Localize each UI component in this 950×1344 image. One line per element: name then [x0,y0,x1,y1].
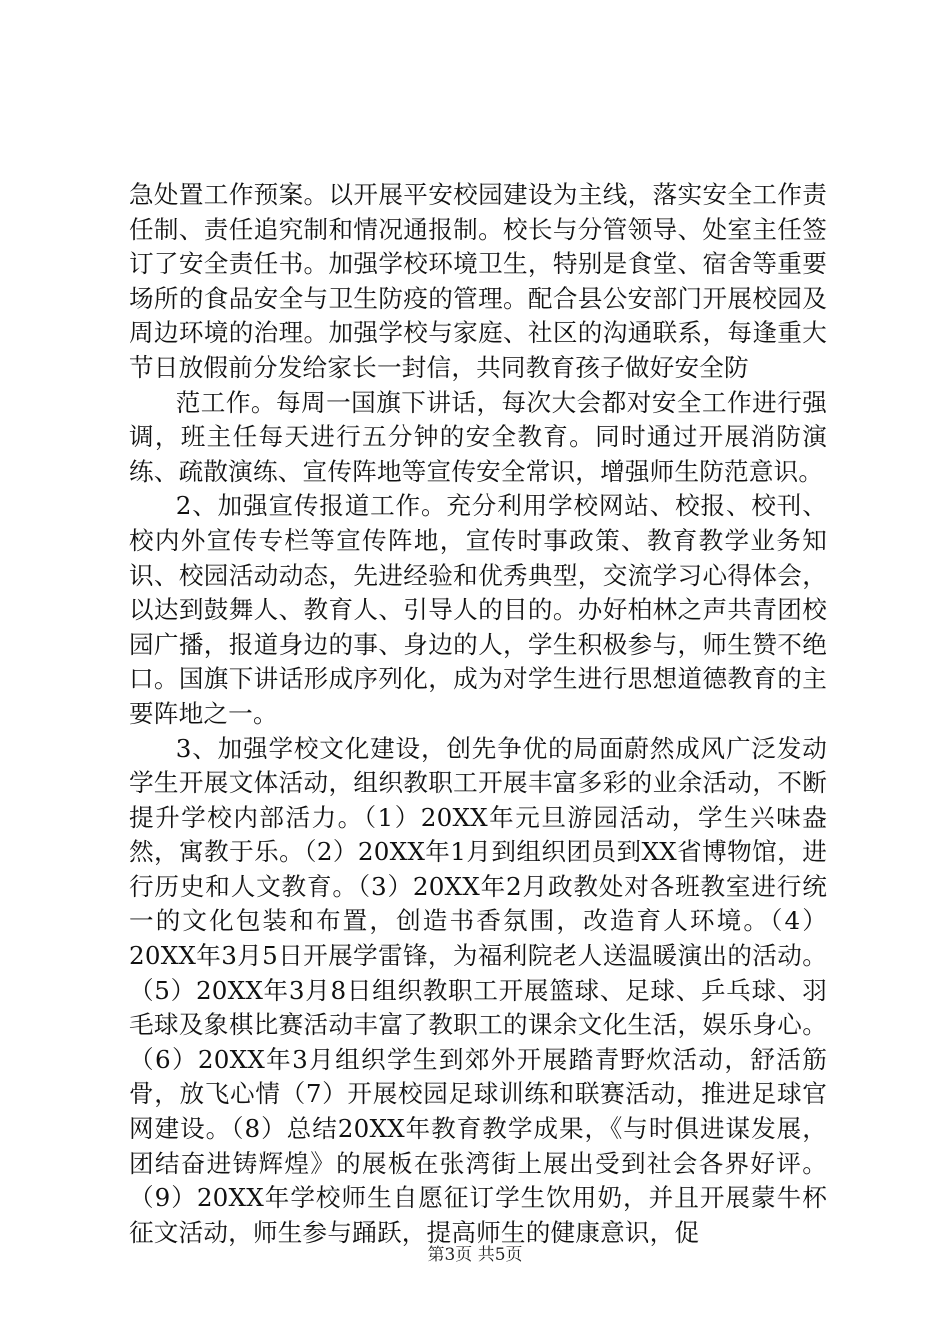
page-number-footer: 第3页 共5页 [427,1245,523,1265]
paragraph-safety-education: 范工作。每周一国旗下讲话，每次大会都对安全工作进行强调，班主任每天进行五分钟的安全教育。同时通过开展消防演练、疏散演练、宣传阵地等宣传安全常识，增强师生防范意识。 [129,387,827,486]
paragraph-school-culture: 3、加强学校文化建设，创先争优的局面蔚然成风广泛发动学生开展文体活动，组织教职工开展丰富多彩的业余活动，不断提升学校内部活力。（1）20XX年元旦游园活动，学生兴味盎然，寓教于乐。（2）20XX年1月到组织团员到XX省博物馆，进行历史和人文教育。（3）20XX年2月政教处对各班教室进行统一的文化包装和布置，创造书香氛围，改造育人环境。（4）20XX年3月5日开展学雷锋，为福利院老人送温暖演出的活动。（5）20XX年3月8日组织教职工开展篮球、足球、乒乓球、羽毛球及象棋比赛活动丰富了教职工的课余文化生活，娱乐身心。（6）20XX年3月组织学生到郊外开展踏青野炊活动，舒活筋骨，放飞心情（7）开展校园足球训练和联赛活动，推进足球官网建设。（8）总结20XX年教育教学成果，《与时俱进谋发展，团结奋进铸辉煌》的展板在张湾街上展出受到社会各界好评。（9）20XX年学校师生自愿征订学生饮用奶，并且开展蒙牛杯征文活动，师生参与踊跃，提高师生的健康意识，促 [129,733,827,1247]
document-body [129,178,827,1250]
paragraph-publicity-work: 2、加强宣传报道工作。充分利用学校网站、校报、校刊、校内外宣传专栏等宣传阵地，宣传时事政策、教育教学业务知识、校园活动动态，先进经验和优秀典型，交流学习心得体会，以达到鼓舞人、教育人、引导人的目的。办好柏林之声共青团校园广播，报道身边的事、身边的人，学生积极参与，师生赞不绝口。国旗下讲话形成序列化，成为对学生进行思想道德教育的主要阵地之一。 [129,491,827,728]
paragraph-safety-plan: 急处置工作预案。以开展平安校园建设为主线，落实安全工作责任制、责任追究制和情况通报制。校长与分管领导、处室主任签订了安全责任书。加强学校环境卫生，特别是食堂、宿舍等重要场所的食品安全与卫生防疫的管理。配合县公安部门开展校园及周边环境的治理。加强学校与家庭、社区的沟通联系，每逢重大节日放假前分发给家长一封信，共同教育孩子做好安全防 [129,180,827,382]
